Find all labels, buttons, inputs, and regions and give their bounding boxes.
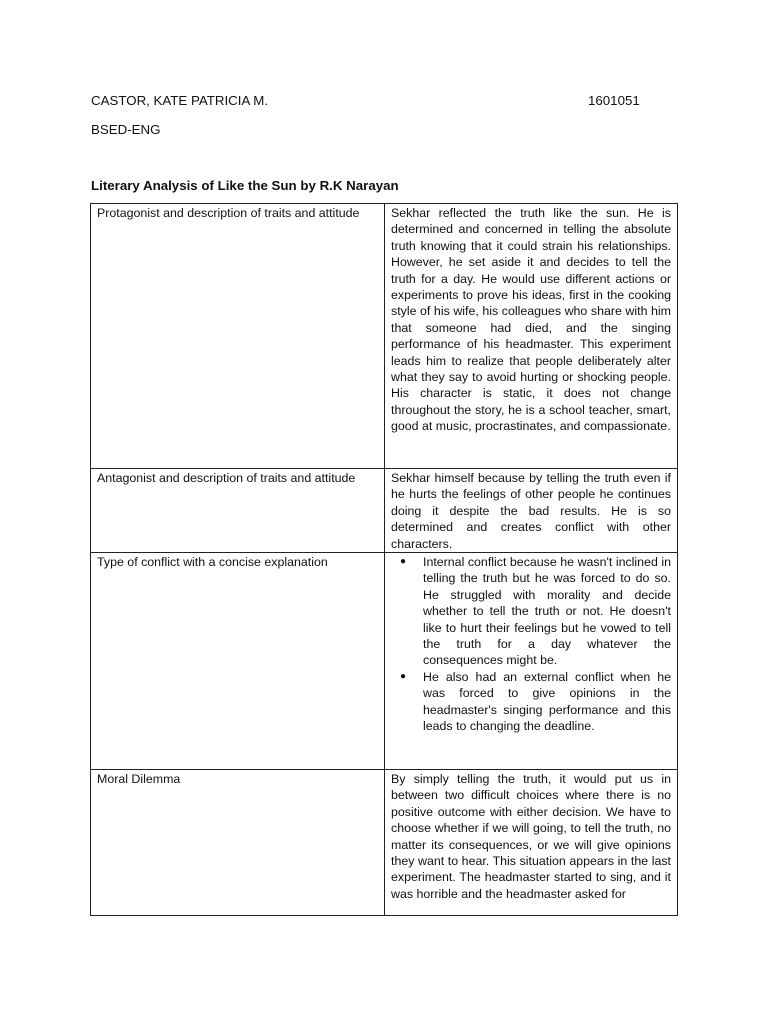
- table-row: [91, 553, 678, 770]
- row-text: Sekhar reflected the truth like the sun. He is determined and concerned in telling the absolute truth knowing that it could strain his relationships. However, he set aside it and decides to tell the truth for a day. He would use different actions or experiments to prove his ideas, first in the cooking style of his wife, his colleagues who share with him that someone had died, and the singing performance of his headmaster. This experiment leads him to realize that people deliberately alter what they say to avoid hurting or shocking people. His character is static, it does not change throughout the story, he is a school teacher, smart, good at music, procrastinates, and compassionate.: [385, 204, 678, 469]
- list-item: [400, 669, 671, 735]
- analysis-table: [90, 203, 678, 916]
- conflict-list: [391, 554, 671, 734]
- document-title: Literary Analysis of Like the Sun by R.K Narayan: [91, 178, 399, 193]
- row-label: Antagonist and description of traits and attitude: [91, 469, 385, 553]
- row-bullets: [385, 553, 678, 770]
- row-label: Moral Dilemma: [91, 770, 385, 916]
- row-text: Sekhar himself because by telling the truth even if he hurts the feelings of other people he continues doing it despite the bad results. He is so determined and creates conflict with other characters.: [385, 469, 678, 553]
- course-code: BSED-ENG: [91, 122, 161, 137]
- student-id: 1601051: [588, 93, 640, 108]
- row-label: Type of conflict with a concise explanation: [91, 553, 385, 770]
- table-row: [91, 770, 678, 916]
- student-name: CASTOR, KATE PATRICIA M.: [91, 93, 269, 108]
- table-row: [91, 469, 678, 553]
- bullet-icon: ●: [400, 670, 407, 682]
- list-item: [400, 554, 671, 669]
- list-item-text: He also had an external conflict when he was forced to give opinions in the headmaster's singing performance and this leads to changing the deadline.: [423, 669, 671, 734]
- table-row: [91, 204, 678, 469]
- row-text: By simply telling the truth, it would put us in between two difficult choices where there is no positive outcome with either decision. We have to choose whether if we will going, to tell the truth, no matter its consequences, or we will give opinions they want to hear. This situation appears in the last experiment. The headmaster started to sing, and it was horrible and the headmaster asked for: [385, 770, 678, 916]
- row-label: Protagonist and description of traits and attitude: [91, 204, 385, 469]
- bullet-icon: ●: [400, 556, 407, 568]
- list-item-text: Internal conflict because he wasn't inclined in telling the truth but he was forced to do so. He struggled with morality and decide whether to tell the truth or not. He doesn't like to hurt their feelings but he vowed to tell the truth for a day whatever the consequences might be.: [423, 555, 671, 668]
